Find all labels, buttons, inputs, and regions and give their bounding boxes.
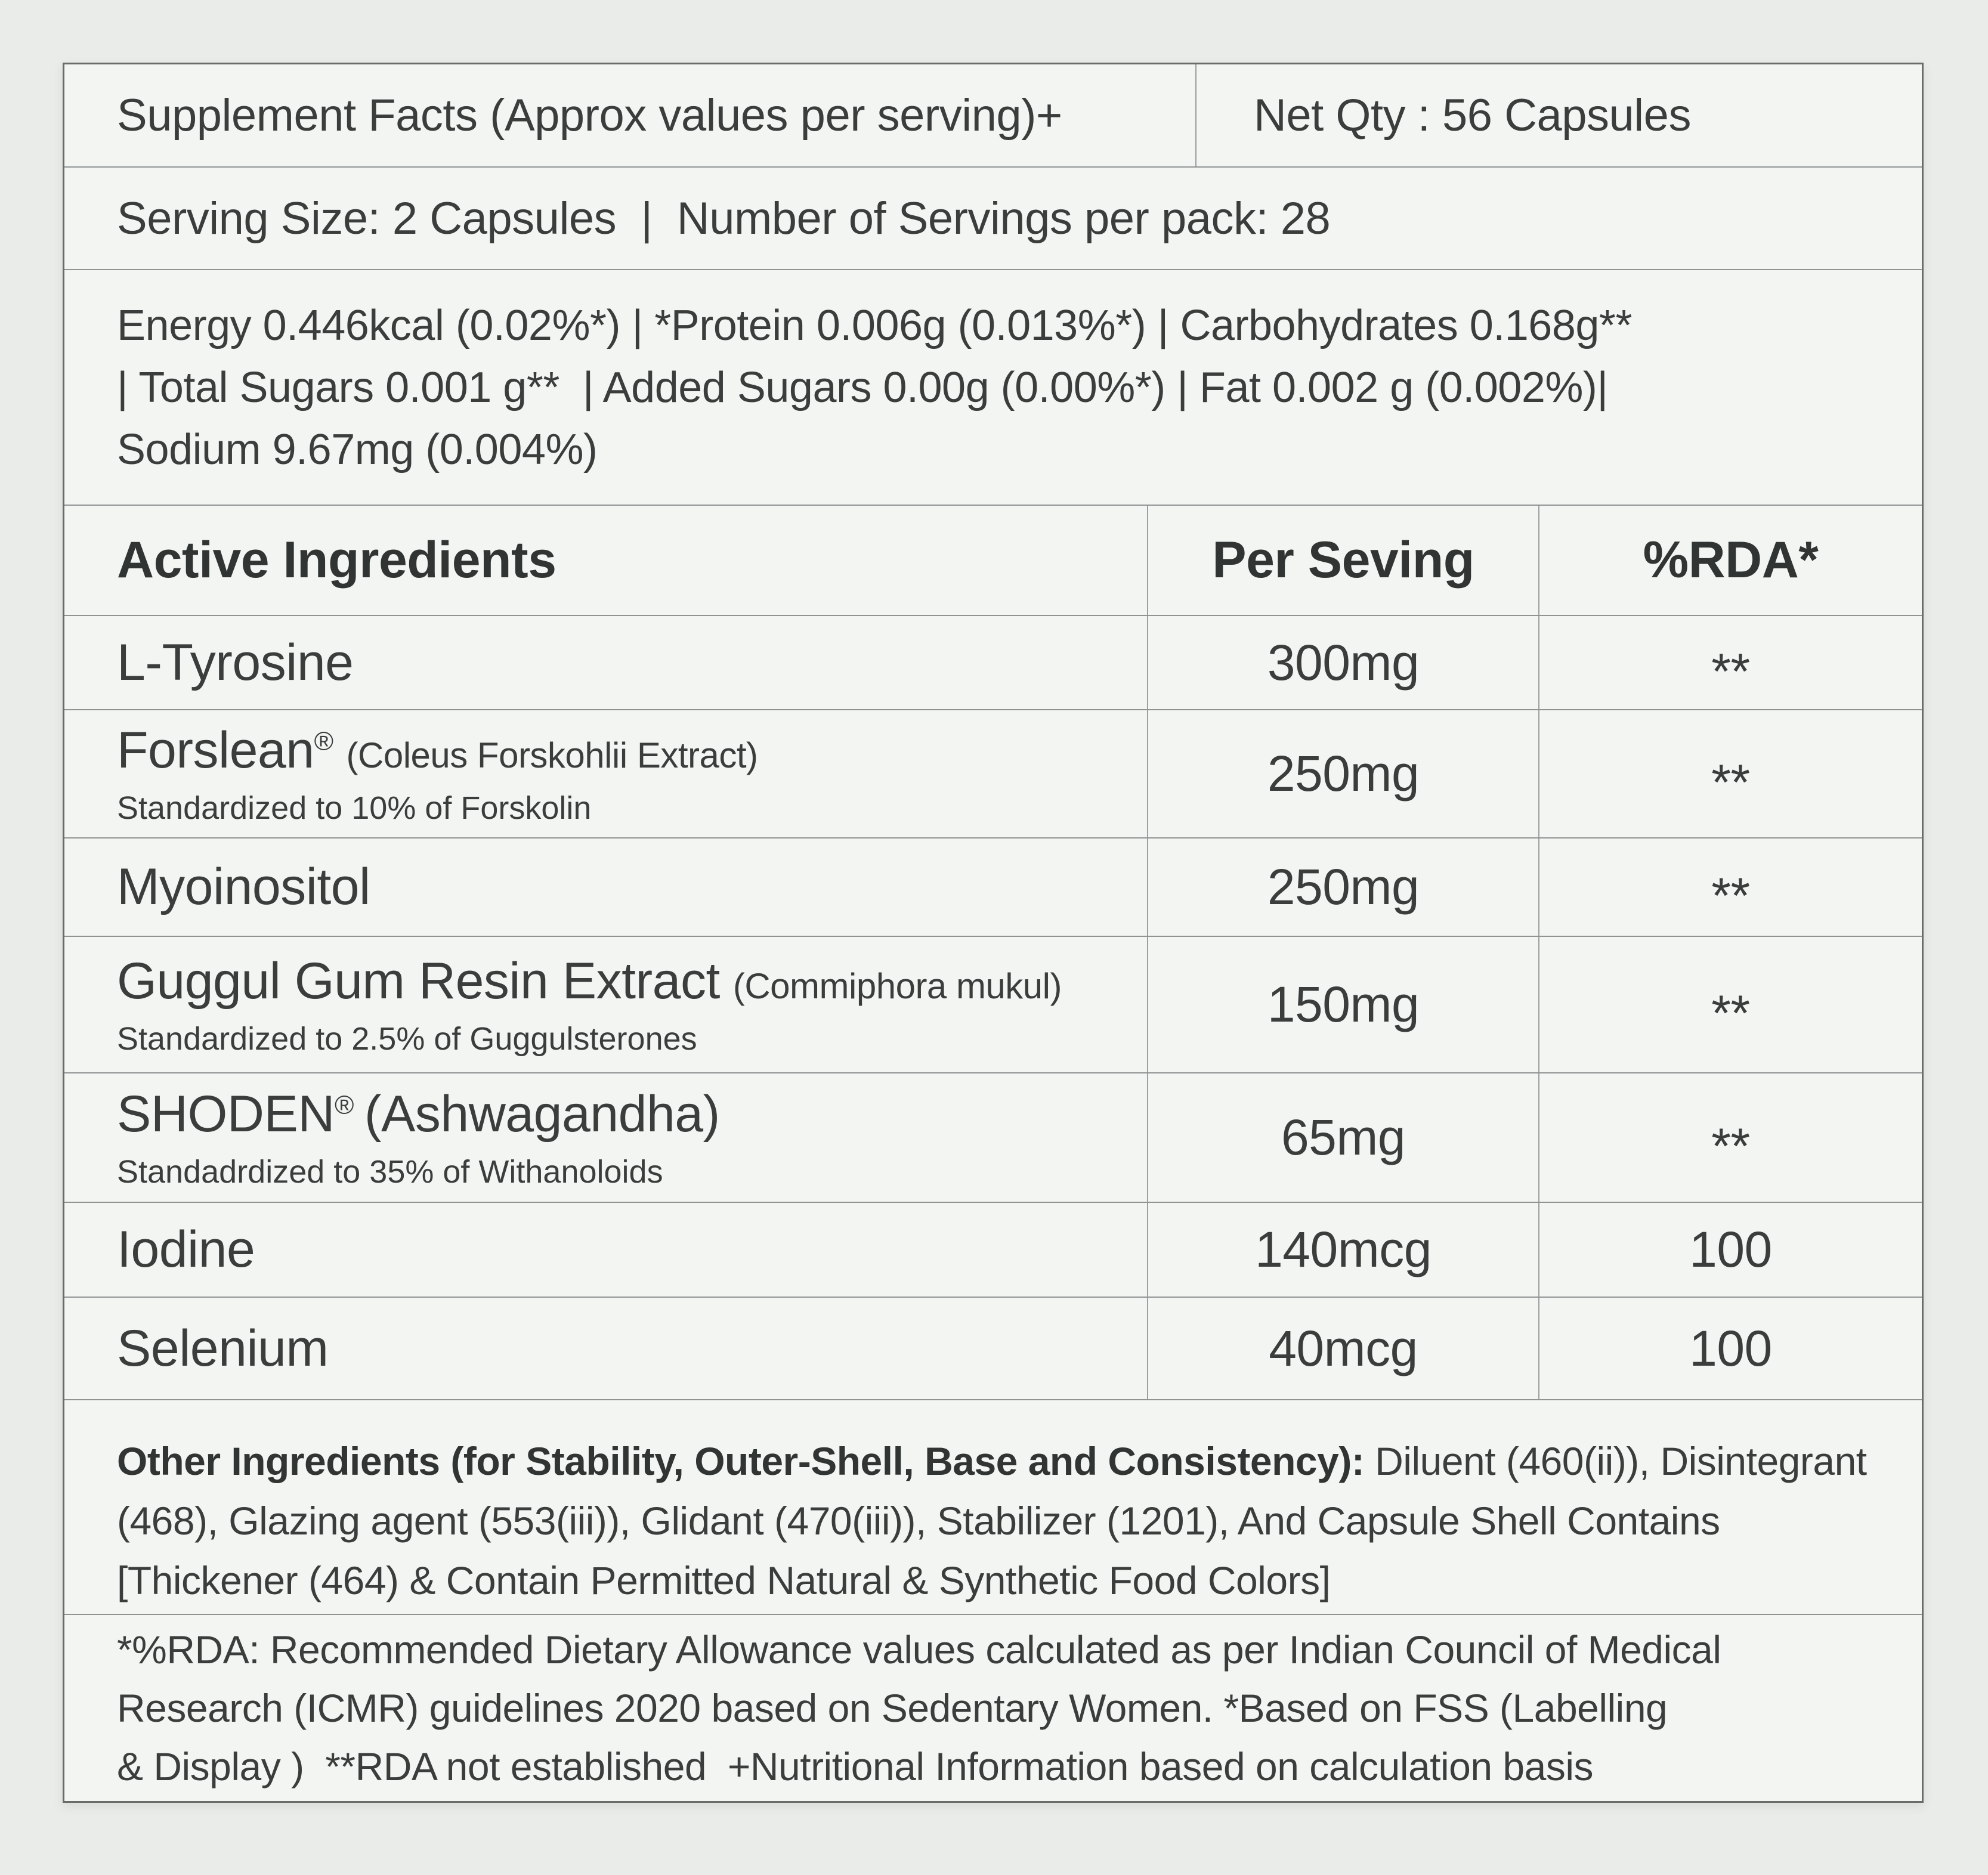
col-header-rda: %RDA*	[1643, 531, 1819, 589]
rda-value: 100	[1689, 1221, 1772, 1277]
supplement-facts-card	[63, 63, 1924, 1803]
table-row	[64, 936, 1922, 1072]
nutrition-summary-line: Energy 0.446kcal (0.02%*) | *Protein 0.006g (0.013%*) | Carbohydrates 0.168g**	[117, 301, 1632, 349]
ingredient-name-cell	[64, 710, 1148, 837]
per-serving-value: 40mcg	[1269, 1320, 1418, 1376]
rda-cell	[1539, 1298, 1922, 1399]
table-row	[64, 1202, 1922, 1297]
ingredient-name: Iodine	[117, 1221, 255, 1278]
ingredient-name-cell	[64, 1298, 1148, 1399]
rda-value: **	[1711, 985, 1750, 1041]
nutrition-summary-line: | Total Sugars 0.001 g** | Added Sugars 0.00g (0.00%*) | Fat 0.002 g (0.002%)|	[117, 363, 1608, 411]
serving-row	[64, 166, 1922, 269]
ingredient-name: SHODEN® (Ashwagandha)	[117, 1085, 720, 1143]
ingredient-subtext: Standardized to 10% of Forskolin	[117, 790, 592, 826]
table-row	[64, 709, 1922, 837]
rda-value: 100	[1689, 1320, 1772, 1376]
ingredient-name-cell	[64, 616, 1148, 709]
table-header-row	[64, 505, 1922, 615]
per-serving-cell	[1148, 1298, 1539, 1399]
ingredient-name: Selenium	[117, 1319, 329, 1377]
rda-cell	[1539, 710, 1922, 837]
table-row	[64, 837, 1922, 936]
rda-cell	[1539, 937, 1922, 1072]
ingredient-name-cell	[64, 839, 1148, 936]
ingredient-name-note: (Commiphora mukul)	[732, 966, 1062, 1006]
registered-trademark-icon: ®	[334, 1090, 354, 1120]
registered-trademark-icon: ®	[314, 726, 333, 756]
rda-value: **	[1711, 754, 1750, 810]
rda-cell	[1539, 1073, 1922, 1202]
ingredient-name-cell	[64, 937, 1148, 1072]
header-row	[64, 64, 1922, 166]
rda-value: **	[1711, 867, 1750, 924]
per-serving-value: 250mg	[1267, 859, 1420, 915]
header-title-cell	[64, 64, 1196, 166]
col-header-per-serving-cell	[1148, 506, 1539, 615]
per-serving-value: 250mg	[1267, 745, 1420, 802]
per-serving-cell	[1148, 1203, 1539, 1297]
table-row	[64, 1297, 1922, 1399]
footnote-line: *%RDA: Recommended Dietary Allowance values calculated as per Indian Council of Medical	[117, 1628, 1721, 1672]
col-header-rda-cell	[1539, 506, 1922, 615]
other-ingredients-row	[64, 1399, 1922, 1614]
per-serving-value: 65mg	[1281, 1109, 1406, 1165]
ingredient-name-note: (Coleus Forskohlii Extract)	[346, 735, 758, 775]
per-serving-value: 140mcg	[1255, 1221, 1432, 1277]
per-serving-cell	[1148, 937, 1539, 1072]
rda-cell	[1539, 1203, 1922, 1297]
other-ingredients-text	[117, 1431, 1874, 1610]
rda-value: **	[1711, 1118, 1750, 1174]
net-qty-text: Net Qty : 56 Capsules	[1254, 90, 1691, 141]
other-ingredients-body: Diluent (460(ii)), Disintegrant (468), Glazing agent (553(iii)), Glidant (470(iii)), Stabilizer (1201), And Capsule Shell Contains [Thickener (464) & Contain Permitted Natural & Synthetic Food Colors]	[117, 1439, 1867, 1602]
footnotes-row	[64, 1614, 1922, 1801]
per-serving-value: 300mg	[1267, 634, 1420, 691]
ingredient-name: Forslean® (Coleus Forskohlii Extract)	[117, 722, 758, 779]
col-header-ingredient: Active Ingredients	[117, 531, 556, 589]
other-ingredients-label: Other Ingredients (for Stability, Outer-Shell, Base and Consistency):	[117, 1439, 1365, 1483]
per-serving-cell	[1148, 616, 1539, 709]
nutrition-summary-row	[64, 269, 1922, 505]
ingredient-name: Myoinositol	[117, 858, 370, 915]
per-serving-cell	[1148, 839, 1539, 936]
ingredient-name-cell	[64, 1203, 1148, 1297]
ingredient-name-cell	[64, 1073, 1148, 1202]
footnote-line: Research (ICMR) guidelines 2020 based on Sedentary Women. *Based on FSS (Labelling	[117, 1686, 1668, 1730]
rda-cell	[1539, 839, 1922, 936]
per-serving-value: 150mg	[1267, 976, 1420, 1032]
ingredient-subtext: Standardized to 2.5% of Guggulsterones	[117, 1021, 697, 1057]
ingredient-name: Guggul Gum Resin Extract (Commiphora mukul)	[117, 952, 1062, 1010]
supplement-facts-title: Supplement Facts (Approx values per serving)+	[117, 90, 1062, 141]
ingredient-name: L-Tyrosine	[117, 633, 354, 691]
rda-cell	[1539, 616, 1922, 709]
net-qty-cell	[1196, 64, 1922, 166]
serving-size-text: Serving Size: 2 Capsules | Number of Servings per pack: 28	[117, 193, 1331, 244]
nutrition-summary-line: Sodium 9.67mg (0.004%)	[117, 425, 598, 474]
per-serving-cell	[1148, 710, 1539, 837]
col-header-ingredient-cell	[64, 506, 1148, 615]
footnote-line: & Display ) **RDA not established +Nutritional Information based on calculation basis	[117, 1744, 1594, 1789]
ingredient-subtext: Standadrdized to 35% of Withanoloids	[117, 1154, 663, 1190]
per-serving-cell	[1148, 1073, 1539, 1202]
rda-value: **	[1711, 642, 1750, 699]
table-row	[64, 615, 1922, 709]
col-header-per-serving: Per Seving	[1212, 531, 1474, 589]
table-row	[64, 1072, 1922, 1202]
ingredient-name-suffix: (Ashwagandha)	[364, 1085, 720, 1143]
